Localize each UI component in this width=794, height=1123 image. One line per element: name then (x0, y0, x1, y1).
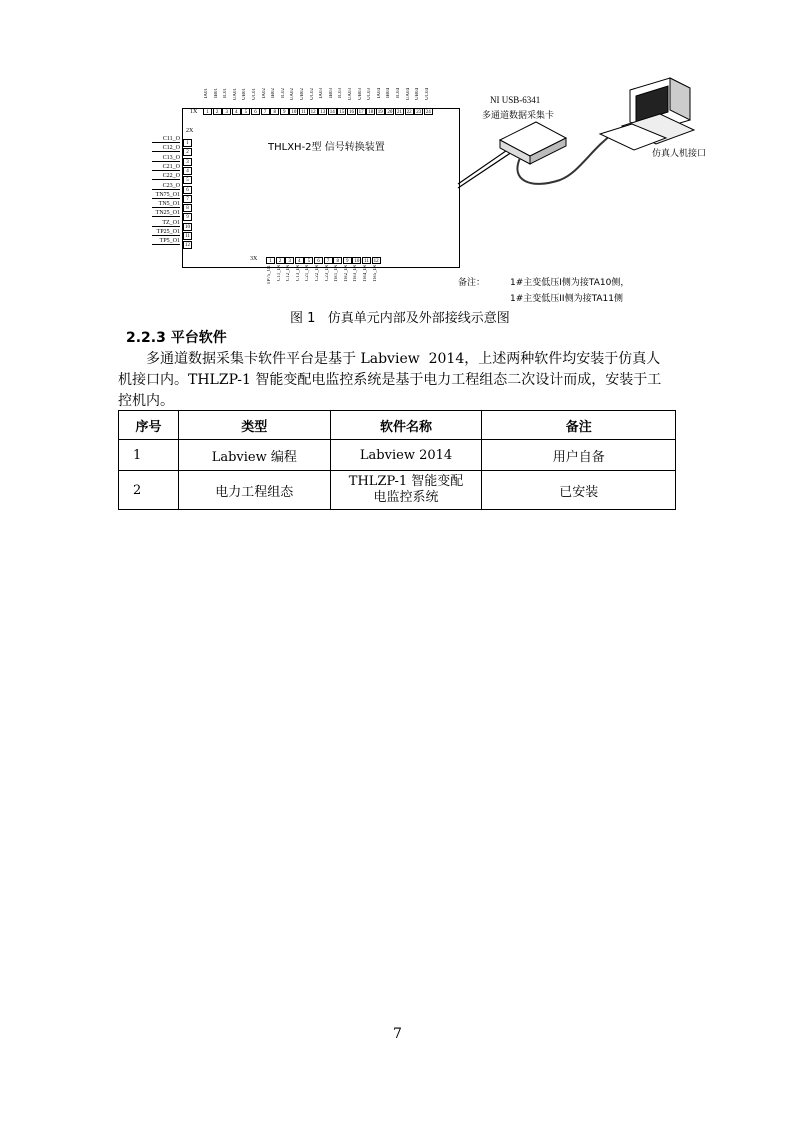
top-terminal-number: 19 (377, 110, 383, 115)
top-terminal-label: UC03 (367, 88, 373, 100)
bottom-terminal-number: 5 (304, 257, 313, 264)
top-terminal-label: IC04 (396, 88, 401, 98)
left-terminal-label: TN25_O1 (152, 210, 180, 217)
bottom-terminal-label: C11_IN (276, 265, 282, 281)
top-terminal-label: IA02 (261, 88, 267, 99)
section-heading: 2.2.3 平台软件 (126, 330, 227, 346)
left-terminal-number: 5 (183, 176, 192, 184)
left-terminal-number: 3 (183, 158, 192, 166)
top-terminal-number: 13 (320, 110, 326, 115)
bottom-terminal-number: 10 (354, 259, 360, 264)
bottom-terminal-label: C22_IN (315, 265, 320, 282)
bottom-terminal-label: C23_IN (324, 265, 330, 282)
top-terminal-label: UB03 (357, 88, 363, 100)
top-terminal-number: 20 (387, 110, 393, 115)
left-terminal-number: 9 (183, 213, 192, 221)
note-line-1: 1#主变低压I侧为接TA10侧， (510, 278, 630, 288)
top-terminal-label: IA04 (376, 88, 382, 99)
top-terminal-label: UB04 (415, 88, 421, 100)
table-row (119, 471, 676, 510)
header-no: 序号 (119, 411, 179, 440)
bottom-terminal-number: 3 (285, 257, 294, 264)
bottom-terminal-number: 6 (314, 257, 323, 264)
cell-software: Labview 2014 (330, 440, 482, 471)
top-terminal-label: IB02 (271, 88, 277, 98)
top-terminal-label: IB01 (213, 88, 219, 98)
cell-note: 已安装 (482, 471, 676, 510)
bottom-terminal-label: TH5_IN (372, 265, 378, 282)
top-terminal-number: 16 (349, 110, 354, 115)
top-terminal-label: IB03 (328, 88, 334, 98)
bottom-terminal-number: 8 (333, 257, 342, 264)
table-row (119, 440, 676, 471)
top-terminal-number: 14 (329, 110, 335, 115)
daq-desc: 多通道数据采集卡 (482, 111, 555, 121)
top-terminal-label: UA01 (232, 88, 238, 101)
left-terminal-label: TN75_O1 (152, 192, 180, 199)
top-group-label: 1X (190, 109, 198, 115)
top-terminal-number: 8 (270, 108, 279, 115)
left-terminal-number: 8 (183, 204, 192, 212)
device-box (182, 108, 460, 268)
cell-type: Labview 编程 (178, 440, 330, 471)
cell-software: THLZP-1 智能变配电监控系统 (330, 471, 482, 510)
table-header-row (119, 411, 676, 440)
top-terminal-number: 15 (339, 110, 345, 115)
bottom-terminal-number: 9 (343, 257, 352, 264)
left-terminal-number: 2 (183, 148, 192, 156)
paragraph-line-1: 多通道数据采集卡软件平台是基于 Labview 2014，上述两种软件均安装于仿真人 (146, 351, 661, 367)
left-terminal-label: C11_O (152, 136, 180, 143)
left-terminal-number: 7 (183, 195, 192, 203)
top-terminal-number: 24 (425, 110, 431, 115)
note-label: 备注： (458, 278, 486, 288)
cell-no: 1 (119, 440, 179, 471)
bottom-terminal-number: 7 (324, 257, 333, 264)
top-terminal-number: 6 (251, 108, 260, 115)
top-terminal-number: 12 (310, 110, 316, 115)
software-table (118, 410, 676, 510)
bottom-group-label: 3X (250, 256, 258, 262)
figure-caption: 图 1 仿真单元内部及外部接线示意图 (290, 311, 510, 326)
top-terminal-label: UC04 (424, 88, 430, 100)
bottom-terminal-label: TH4_IN (363, 265, 368, 282)
header-type: 类型 (178, 411, 330, 440)
daq-name: NI USB-6341 (490, 95, 541, 105)
top-terminal-number: 22 (406, 110, 412, 115)
bottom-terminal-label: C21_IN (305, 265, 311, 282)
bottom-terminal-label: C13_IN (295, 265, 301, 282)
top-terminal-label: UA02 (290, 88, 296, 101)
device-title: THLXH-2型 信号转换装置 (268, 142, 385, 153)
left-terminal-number: 6 (183, 186, 192, 194)
cell-note: 用户自备 (482, 440, 676, 471)
bottom-terminal-label: C12_IN (286, 265, 292, 282)
note-line-2: 1#主变低压II侧为接TA11侧 (510, 294, 623, 304)
top-terminal-label: UA03 (348, 88, 353, 101)
header-note: 备注 (482, 411, 676, 440)
top-terminal-label: UA04 (405, 88, 411, 101)
top-terminal-number: 3 (222, 108, 231, 115)
page-number: 7 (393, 1026, 402, 1042)
bottom-terminal-label: TH2_IN (343, 265, 349, 282)
top-terminal-number: 4 (232, 108, 241, 115)
top-terminal-number: 23 (416, 110, 422, 115)
left-terminal-number: 4 (183, 167, 192, 175)
paragraph-line-3: 控机内。 (118, 393, 174, 409)
top-terminal-number: 7 (261, 108, 270, 115)
left-terminal-label: TN5_O1 (152, 201, 180, 208)
left-terminal-label: C13_O (152, 155, 180, 162)
top-terminal-label: IC02 (280, 88, 286, 98)
computer-icon (600, 78, 694, 150)
bottom-terminal-number: 12 (373, 259, 379, 264)
bottom-terminal-number: 1 (266, 257, 275, 264)
left-terminal-number: 11 (183, 232, 192, 240)
top-terminal-number: 9 (280, 108, 289, 115)
left-terminal-label: TZ_O1 (152, 220, 180, 227)
bottom-terminal-label: TH1_IN (334, 265, 340, 282)
bottom-terminal-label: TH3_IN (353, 265, 359, 282)
top-terminal-label: IB04 (386, 88, 392, 98)
left-terminal-label: C21_O (152, 164, 180, 171)
top-terminal-label: IC03 (338, 88, 344, 98)
top-terminal-number: 21 (397, 110, 402, 115)
header-software: 软件名称 (330, 411, 482, 440)
left-terminal-label: C23_O (152, 183, 180, 190)
cell-no: 2 (119, 471, 179, 510)
top-terminal-number: 5 (241, 108, 250, 115)
top-terminal-number: 18 (368, 110, 374, 115)
top-terminal-label: IA01 (204, 88, 209, 99)
pc-label: 仿真人机接口 (652, 149, 707, 159)
bottom-terminal-number: 4 (295, 257, 304, 264)
top-terminal-number: 2 (213, 108, 222, 115)
top-terminal-label: UB02 (300, 88, 305, 100)
daq-device-icon (500, 122, 566, 164)
left-terminal-number: 10 (185, 224, 190, 230)
left-terminal-label: C12_O (152, 145, 180, 152)
connection-graphics (440, 60, 740, 220)
cell-type: 电力工程组态 (178, 471, 330, 510)
bottom-terminal-label: TP75_O1 (267, 265, 272, 285)
bottom-terminal-number: 2 (276, 257, 285, 264)
top-terminal-label: UC02 (309, 88, 315, 100)
bottom-terminal-number: 11 (362, 257, 371, 264)
top-terminal-label: IA03 (319, 88, 325, 99)
top-terminal-number: 10 (291, 110, 297, 115)
paragraph-line-2: 机接口内。THLZP-1 智能变配电监控系统是基于电力工程组态二次设计而成，安装于工 (118, 372, 662, 388)
top-terminal-label: UB01 (242, 88, 248, 100)
left-terminal-label: TP25_O1 (152, 229, 180, 236)
top-terminal-label: IC01 (223, 88, 229, 98)
top-terminal-label: UC01 (252, 88, 257, 100)
top-terminal-number: 17 (358, 110, 364, 115)
top-terminal-number: 11 (299, 108, 308, 115)
left-terminal-number: 1 (183, 139, 192, 147)
left-terminal-number: 12 (185, 243, 190, 249)
top-terminal-number: 1 (203, 108, 212, 115)
left-terminal-label: C22_O (152, 173, 180, 180)
left-terminal-label: TP5_O1 (152, 238, 180, 245)
left-group-label: 2X (186, 128, 194, 134)
